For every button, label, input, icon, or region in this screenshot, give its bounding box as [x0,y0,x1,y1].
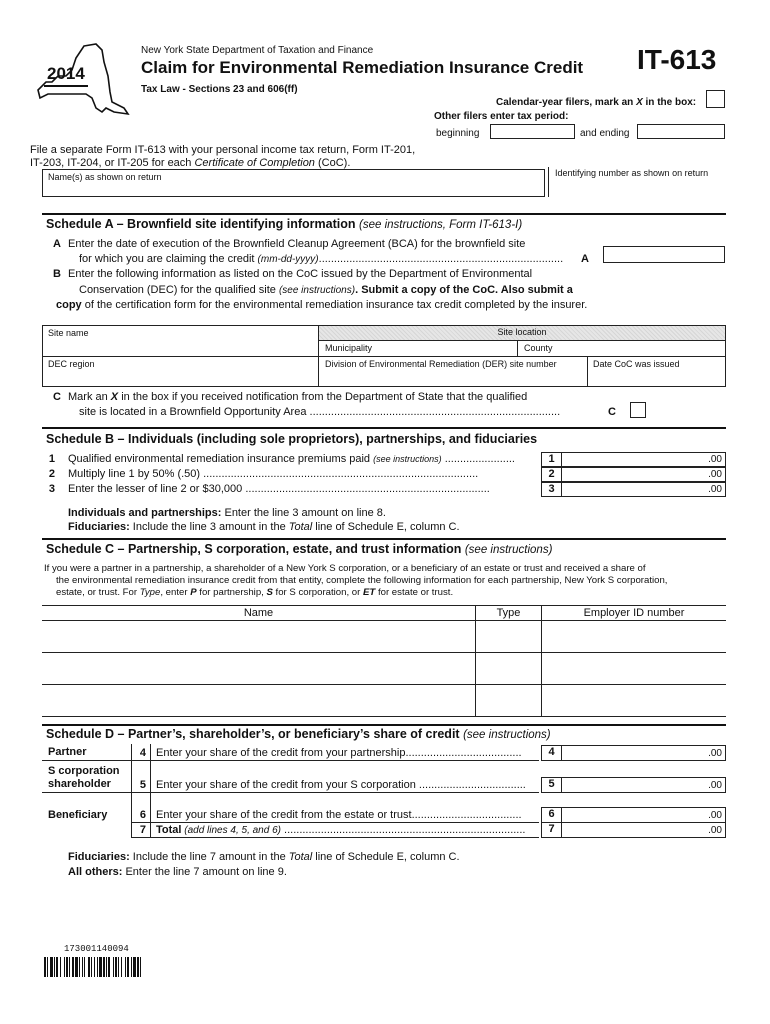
line-b-text3: copy of the certification form for the environmental remediation insurance tax credit completed by the insurer. [56,299,588,311]
line-4-number: 4 [139,747,146,759]
line-c-box-letter: C [608,406,616,418]
line-2-number: 2 [48,468,55,480]
line-3-amount-input[interactable] [561,482,726,497]
col-header-name [42,605,476,621]
file-instructions-line1: File a separate Form IT-613 with your personal income tax return, Form IT-201, [30,144,416,156]
other-filers-label: Other filers enter tax period: [434,111,569,122]
table-row-1-type[interactable] [475,620,542,653]
schedule-b-fiduciaries-note: Fiduciaries: Include the line 3 amount in the Total line of Schedule E, column C. [68,521,460,533]
schedule-d-fiduciaries-note: Fiduciaries: Include the line 7 amount in the Total line of Schedule E, column C. [68,851,460,863]
line-c-letter: C [53,391,61,403]
line-7-amount-input[interactable] [561,822,726,838]
period-beginning-input[interactable] [490,124,575,139]
schedule-c-instructions-1: If you were a partner in a partnership, a shareholder of a New York S corporation, or a beneficiary of an estate or trust and received a share of [44,563,646,574]
col-header-type [475,605,542,621]
line-4-text: Enter your share of the credit from your partnership...................................... [156,747,522,759]
tax-year-underline [44,85,88,87]
shareholder-label: shareholder [48,778,111,790]
schedule-d-row-rule-1 [42,760,539,761]
brownfield-opportunity-area-checkbox[interactable] [630,402,646,418]
line-7-text: Total (add lines 4, 5, and 6) ............................................................................... [156,824,526,836]
table-row-1-name[interactable] [42,620,476,653]
line-6-number: 6 [139,809,146,821]
line-5-text: Enter your share of the credit from your S corporation ................................... [156,779,526,791]
ending-label: and ending [580,128,630,139]
table-row-3-type[interactable] [475,684,542,717]
line-1-amount: .00 [708,454,722,465]
der-site-number-cell[interactable] [318,356,588,387]
line-c-text1: Mark an X in the box if you received notification from the Department of State that the qualified [68,391,528,403]
tax-law-sections: Tax Law - Sections 23 and 606(ff) [141,84,298,95]
schedule-b-top-rule [42,427,726,429]
table-row-3-name[interactable] [42,684,476,717]
schedule-d-heading: Schedule D – Partner’s, shareholder’s, or beneficiary’s share of credit (see instructions) [46,727,551,741]
calendar-year-label: Calendar-year filers, mark an X in the box: [496,97,697,108]
schedule-d-num-rule [150,744,151,838]
county-label: County [524,343,553,353]
schedule-b-individuals-note: Individuals and partnerships: Enter the line 3 amount on line 8. [68,507,386,519]
partner-label: Partner [48,746,87,758]
file-instructions-line2: IT-203, IT-204, or IT-205 for each Certificate of Completion (CoC). [30,157,351,169]
names-field[interactable] [42,169,545,197]
schedule-c-instructions-2: the environmental remediation insurance credit from that entity, complete the following information for each partnership, New York S corporation, [56,575,668,586]
line-7-number: 7 [139,824,146,836]
tax-year: 2014 [47,64,85,83]
line-a-box-letter: A [581,253,589,265]
date-coc-label: Date CoC was issued [593,359,680,369]
line-2-amount: .00 [708,469,722,480]
schedule-b-heading: Schedule B – Individuals (including sole proprietors), partnerships, and fiduciaries [46,432,538,446]
col-header-ein [541,605,726,621]
line-3-text: Enter the lesser of line 2 or $30,000 ................................................................................ [68,483,490,495]
line-a-text1: Enter the date of execution of the Brownfield Cleanup Agreement (BCA) for the brownfield site [68,238,526,250]
period-ending-input[interactable] [637,124,725,139]
identifying-number-label: Identifying number as shown on return [555,168,709,178]
site-name-label: Site name [48,328,89,338]
form-id: IT-613 [637,44,717,75]
line-6-box: 6 [541,807,562,823]
line-3-number: 3 [48,483,55,495]
form-title: Claim for Environmental Remediation Insurance Credit [141,58,584,77]
line-c-text2: site is located in a Brownfield Opportunity Area .................................................................................. [79,406,561,418]
dec-region-cell[interactable] [42,356,319,387]
line-a-letter: A [53,238,61,250]
line-4-amount: .00 [708,748,722,759]
line-7-amount: .00 [708,825,722,836]
table-row-2-ein[interactable] [541,652,726,685]
names-field-label: Name(s) as shown on return [48,172,162,182]
schedule-c-top-rule [42,538,726,540]
department-name: New York State Department of Taxation and Finance [141,45,374,56]
line-1-box: 1 [541,452,562,467]
line-5-amount-input[interactable] [561,777,726,793]
schedule-d-top-rule [42,724,726,726]
line-3-amount: .00 [708,484,722,495]
line-2-text: Multiply line 1 by 50% (.50) .......................................................................................... [68,468,479,480]
col-header-type-label: Type [496,607,521,619]
beginning-label: beginning [436,128,480,139]
schedule-d-row-rule-3 [131,822,539,823]
line-1-number: 1 [48,453,55,465]
schedule-c-instructions-3: estate, or trust. For Type, enter P for partnership, S for S corporation, or ET for estate or trust. [56,587,454,598]
table-row-3-ein[interactable] [541,684,726,717]
line-3-box: 3 [541,482,562,497]
barcode-number: 173001140094 [64,944,129,954]
municipality-label: Municipality [325,343,373,353]
col-header-name-label: Name [243,607,274,619]
schedule-a-heading: Schedule A – Brownfield site identifying information (see instructions, Form IT-613-I) [46,217,523,231]
schedule-a-top-rule [42,213,726,215]
line-5-box: 5 [541,777,562,793]
county-cell[interactable] [517,340,726,357]
line-4-box: 4 [541,745,562,761]
line-7-box: 7 [541,822,562,838]
table-row-2-type[interactable] [475,652,542,685]
municipality-cell[interactable] [318,340,518,357]
line-6-amount-input[interactable] [561,807,726,823]
line-b-text2: Conservation (DEC) for the qualified site (see instructions). Submit a copy of the CoC. Also submit a [79,284,573,296]
s-corporation-label: S corporation [48,765,120,777]
col-header-ein-label: Employer ID number [583,607,685,619]
schedule-d-all-others-note: All others: Enter the line 7 amount on line 9. [68,866,287,878]
schedule-d-row-rule-2 [42,792,539,793]
site-location-header [318,325,726,341]
table-row-2-name[interactable] [42,652,476,685]
line-2-box: 2 [541,467,562,482]
schedule-c-heading: Schedule C – Partnership, S corporation, estate, and trust information (see instructions) [46,542,553,556]
line-1-amount-input[interactable] [561,452,726,467]
schedule-d-left-rule [131,744,132,838]
date-coc-cell[interactable] [587,356,726,387]
line-1-text: Qualified environmental remediation insurance premiums paid (see instructions) ....................... [68,453,515,465]
identifying-number-field[interactable] [548,167,726,197]
line-2-amount-input[interactable] [561,467,726,482]
line-b-letter: B [53,268,61,280]
site-location-label: Site location [497,327,547,337]
dec-region-label: DEC region [48,359,95,369]
line-5-amount: .00 [708,780,722,791]
line-6-text: Enter your share of the credit from the estate or trust.................................... [156,809,522,821]
barcode-icon [44,957,194,977]
table-row-1-ein[interactable] [541,620,726,653]
schedule-d-row-rule-4 [131,837,539,838]
line-a-text2: for which you are claiming the credit (mm-dd-yyyy)................................................................................ [79,253,564,265]
line-4-amount-input[interactable] [561,745,726,761]
line-5-number: 5 [139,779,146,791]
der-site-number-label: Division of Environmental Remediation (DER) site number [325,359,557,369]
line-6-amount: .00 [708,810,722,821]
line-b-text1: Enter the following information as listed on the CoC issued by the Department of Environmental [68,268,533,280]
site-name-cell[interactable] [42,325,319,357]
beneficiary-label: Beneficiary [48,809,108,821]
bca-date-input[interactable] [603,246,725,263]
calendar-year-checkbox[interactable] [706,90,725,108]
